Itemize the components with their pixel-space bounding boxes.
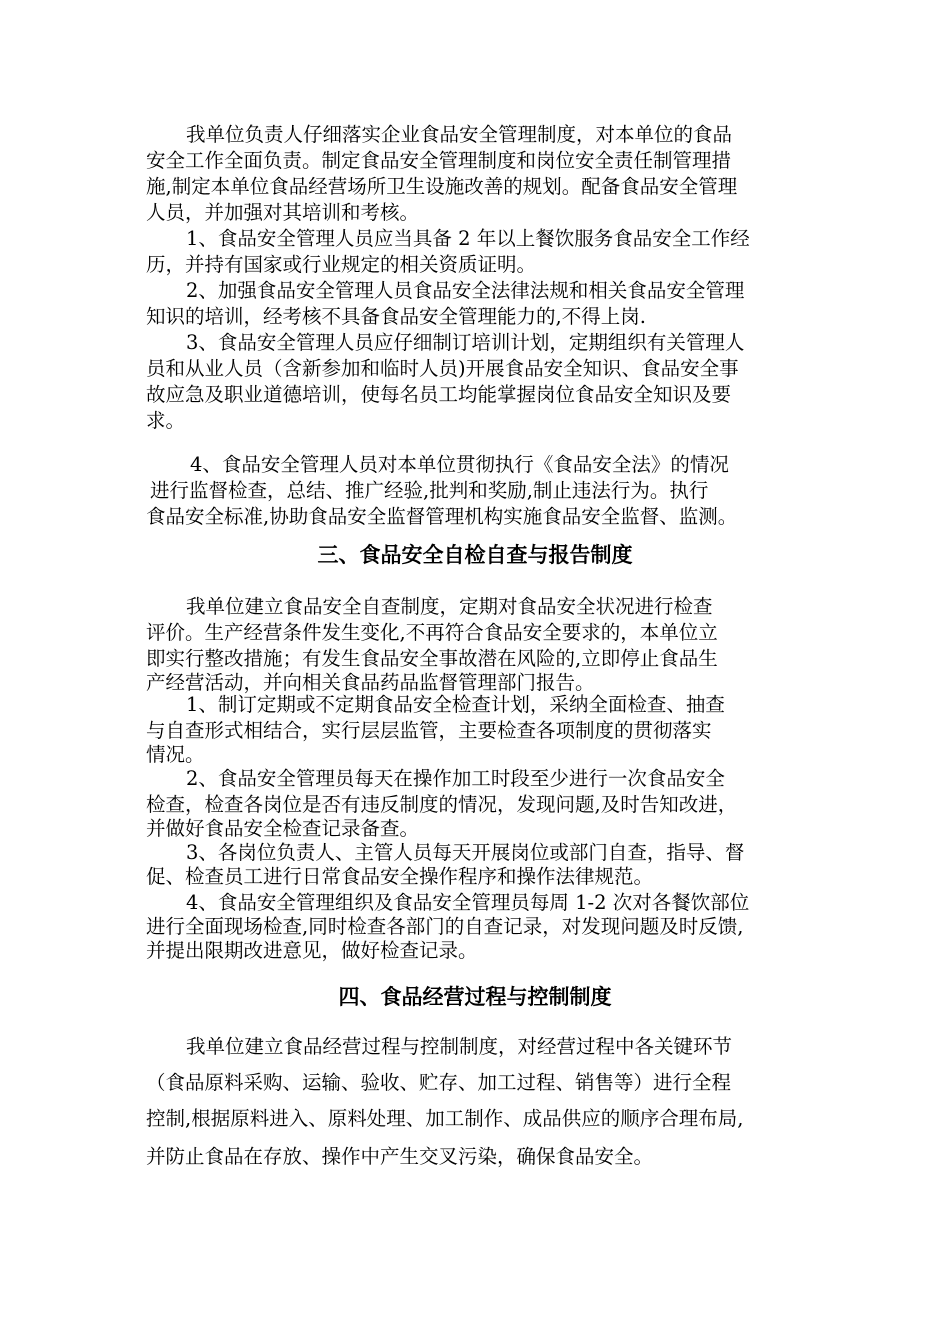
paragraph-line: 安全工作全面负责。制定食品安全管理制度和岗位安全责任制管理措	[146, 149, 732, 172]
paragraph-line: 评价。生产经营条件发生变化,不再符合食品安全要求的，本单位立	[146, 621, 718, 644]
paragraph-line: 2、食品安全管理员每天在操作加工时段至少进行一次食品安全	[186, 767, 725, 790]
paragraph-line: 知识的培训，经考核不具备食品安全管理能力的,不得上岗.	[146, 305, 646, 328]
paragraph-line: 我单位建立食品安全自查制度，定期对食品安全状况进行检查	[186, 595, 713, 618]
paragraph-line: 控制,根据原料进入、原料处理、加工制作、成品供应的顺序合理布局,	[146, 1107, 744, 1130]
paragraph-line: 促、检查员工进行日常食品安全操作程序和操作法律规范。	[146, 865, 654, 888]
paragraph-line: 检查，检查各岗位是否有违反制度的情况，发现问题,及时告知改进，	[146, 793, 738, 816]
paragraph-line: 进行全面现场检查,同时检查各部门的自查记录，对发现问题及时反馈,	[146, 915, 744, 938]
paragraph-line: 并防止食品在存放、操作中产生交叉污染，确保食品安全。	[146, 1145, 654, 1168]
paragraph-line: 施,制定本单位食品经营场所卫生设施改善的规划。配备食品安全管理	[146, 175, 738, 198]
paragraph-line: 我单位负责人仔细落实企业食品安全管理制度，对本单位的食品	[186, 123, 733, 146]
paragraph-line: 3、各岗位负责人、主管人员每天开展岗位或部门自查，指导、督	[186, 841, 745, 864]
section-heading: 四、食品经营过程与控制制度	[338, 985, 612, 1009]
paragraph-line: 即实行整改措施；有发生食品安全事故潜在风险的,立即停止食品生	[146, 647, 718, 670]
paragraph-line: 3、食品安全管理人员应仔细制订培训计划，定期组织有关管理人	[186, 331, 745, 354]
paragraph-line: 1、食品安全管理人员应当具备 2 年以上餐饮服务食品安全工作经	[186, 227, 750, 250]
section-heading: 三、食品安全自检自查与报告制度	[317, 543, 633, 567]
paragraph-line: 4、食品安全管理人员对本单位贯彻执行《食品安全法》的情况	[190, 453, 729, 476]
paragraph-line: 进行监督检查，总结、推广经验,批判和奖励,制止违法行为。执行	[150, 479, 709, 502]
paragraph-line: 历，并持有国家或行业规定的相关资质证明。	[146, 253, 537, 276]
paragraph-line: 4、食品安全管理组织及食品安全管理员每周 1-2 次对各餐饮部位	[186, 891, 750, 914]
paragraph-line: 产经营活动，并向相关食品药品监督管理部门报告。	[146, 671, 595, 694]
paragraph-line: 人员，并加强对其培训和考核。	[146, 201, 420, 224]
paragraph-line: 与自查形式相结合，实行层层监管，主要检查各项制度的贯彻落实	[146, 719, 712, 742]
paragraph-line: 并做好食品安全检查记录备查。	[146, 817, 420, 840]
paragraph-line: 并提出限期改进意见，做好检查记录。	[146, 939, 478, 962]
paragraph-line: 情况。	[146, 743, 205, 766]
paragraph-line: （食品原料采购、运输、验收、贮存、加工过程、销售等）进行全程	[146, 1071, 732, 1094]
paragraph-line: 我单位建立食品经营过程与控制制度，对经营过程中各关键环节	[186, 1035, 733, 1058]
paragraph-line: 求。	[146, 409, 186, 432]
paragraph-line: 故应急及职业道德培训，使每名员工均能掌握岗位食品安全知识及要	[146, 383, 732, 406]
paragraph-line: 1、制订定期或不定期食品安全检查计划，采纳全面检查、抽查	[186, 693, 725, 716]
paragraph-line: 员和从业人员（含新参加和临时人员)开展食品安全知识、食品安全事	[146, 357, 739, 380]
paragraph-line: 2、加强食品安全管理人员食品安全法律法规和相关食品安全管理	[186, 279, 745, 302]
paragraph-line: 食品安全标准,协助食品安全监督管理机构实施食品安全监督、监测。	[146, 505, 738, 528]
